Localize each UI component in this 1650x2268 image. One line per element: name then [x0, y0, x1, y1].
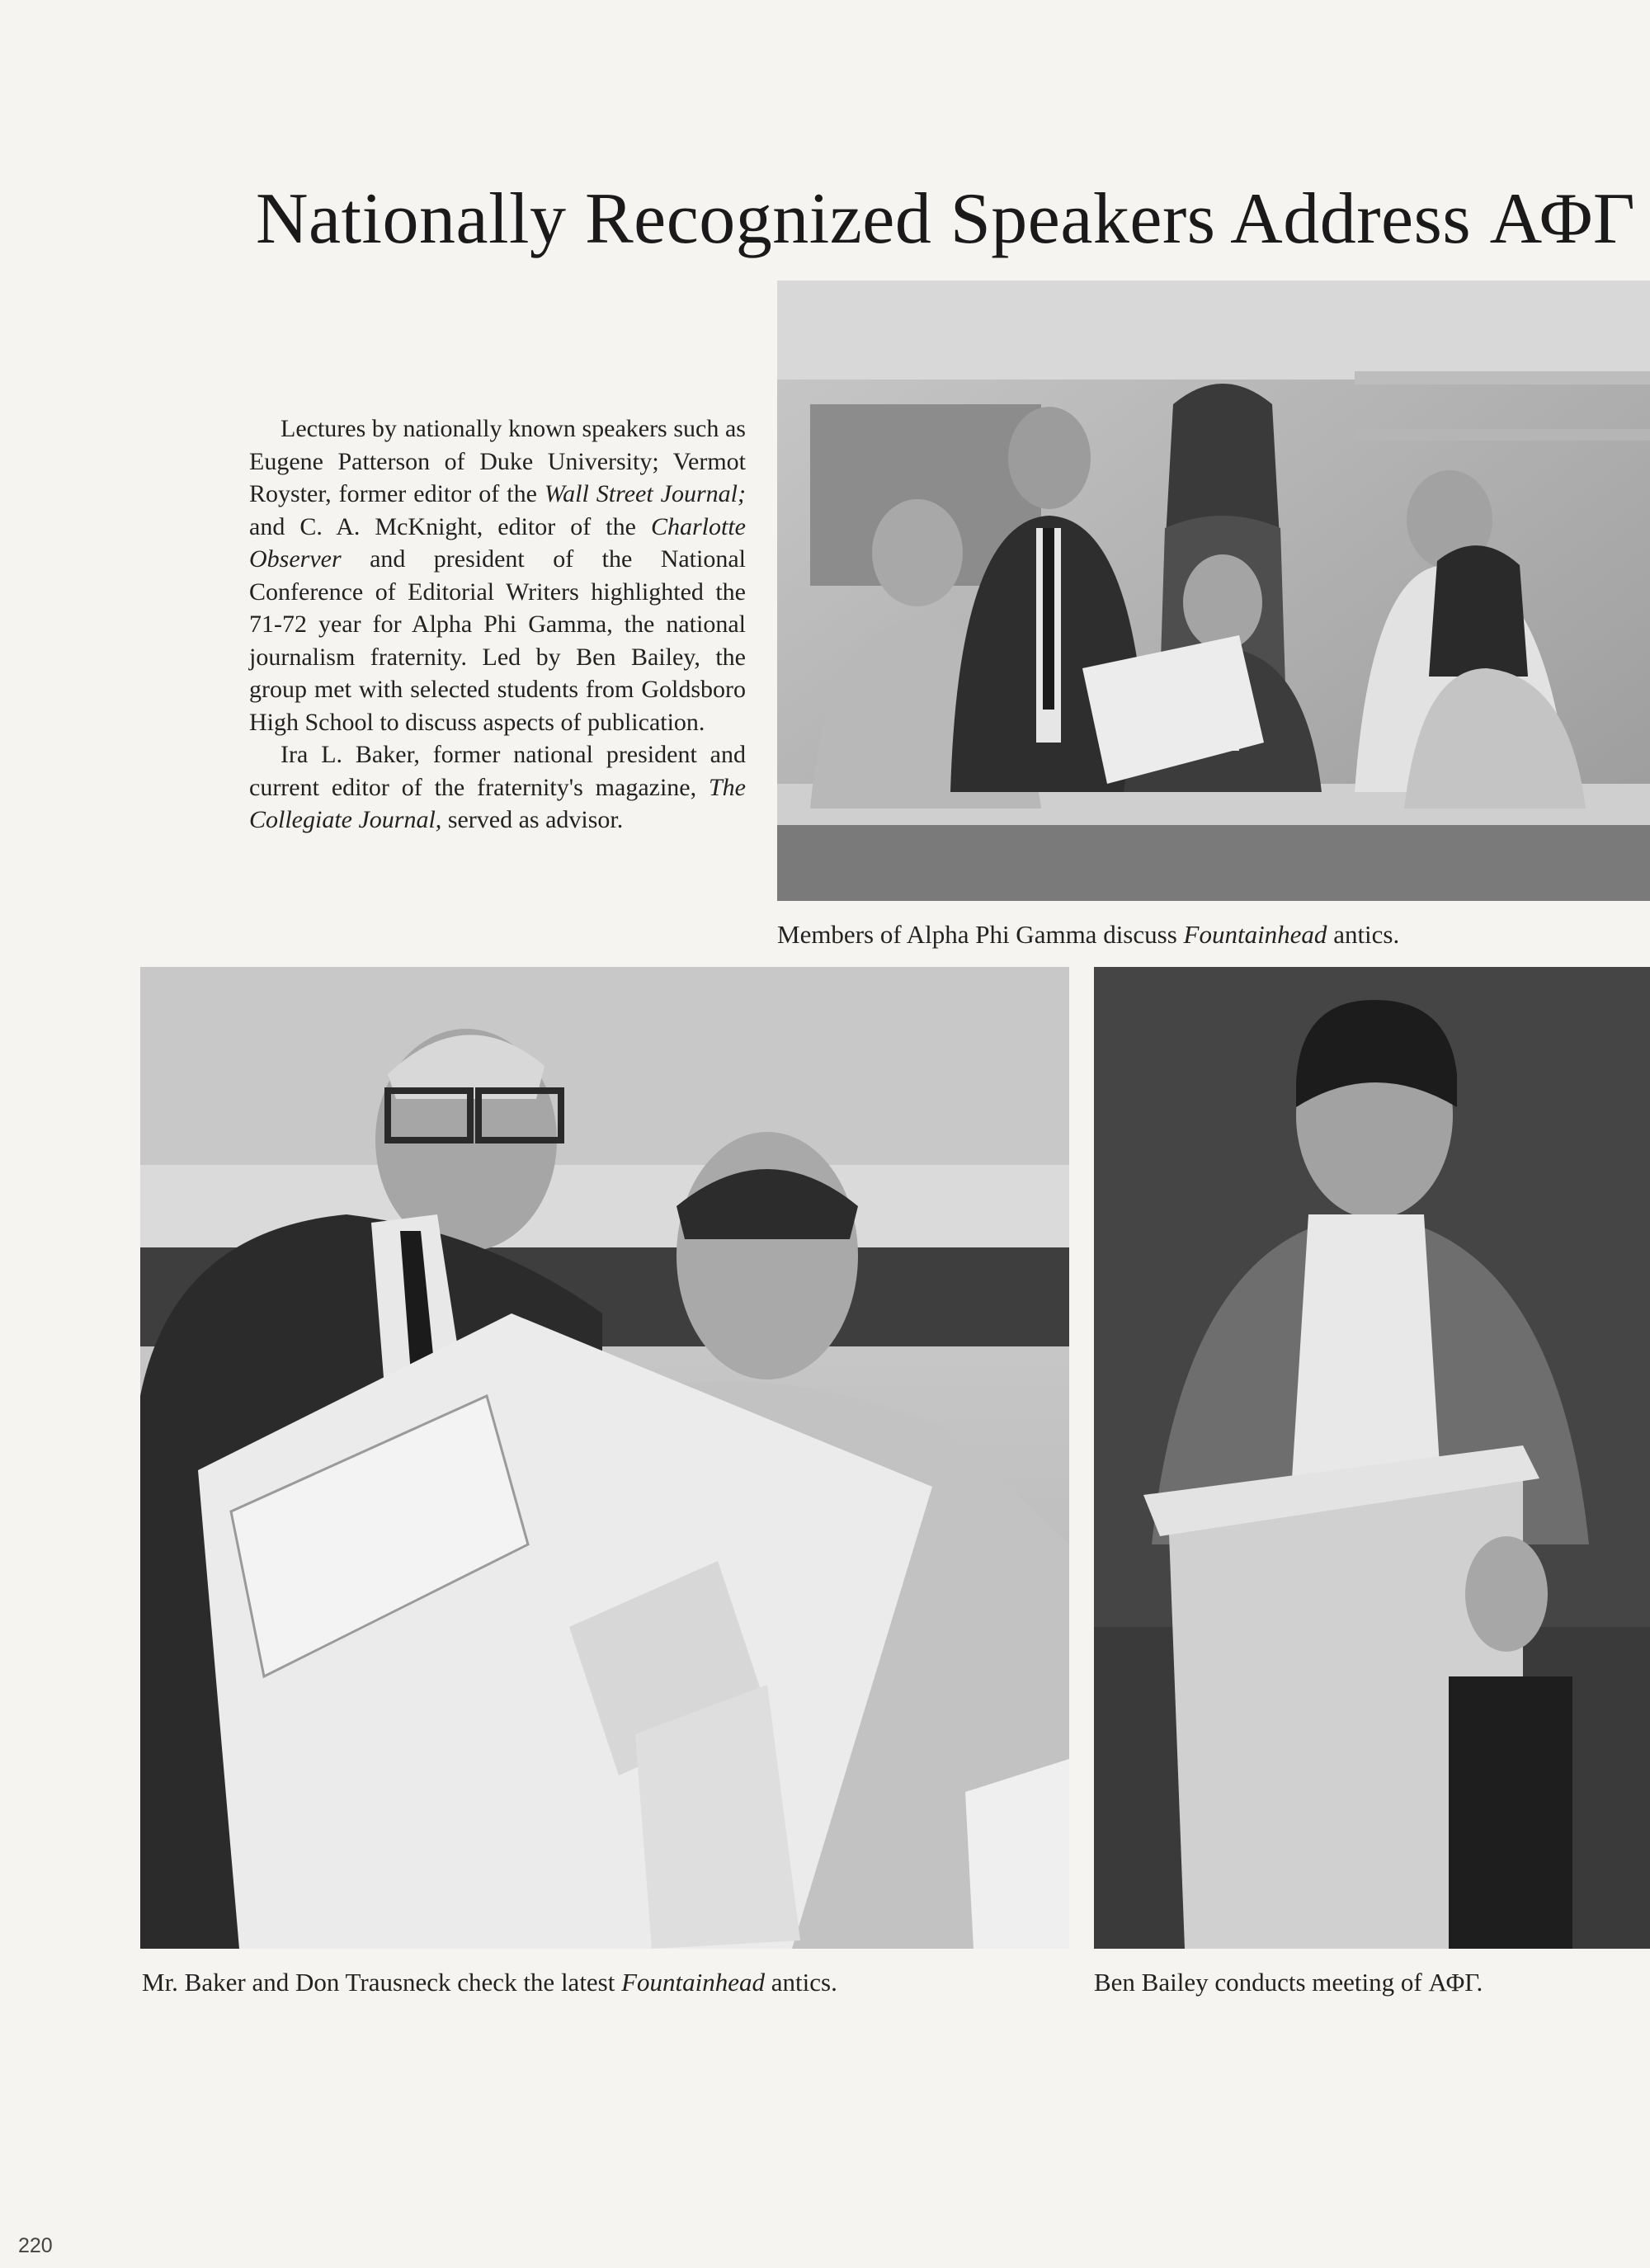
article-paragraph: [249, 738, 746, 837]
page-title: Nationally Recognized Speakers Address ΑΦΓ: [256, 179, 1636, 259]
text-run: served as advisor.: [441, 806, 624, 833]
publication-name: Fountainhead: [621, 1968, 766, 1997]
group-discussion-photo: [777, 281, 1650, 901]
caption-text: Members of Alpha Phi Gamma discuss: [777, 920, 1184, 949]
text-run: Ira L. Baker, former national president and current editor of the fraternity's magazine,: [249, 741, 746, 801]
newspaper-reading-photo: [140, 967, 1069, 1949]
publication-name: The Collegiate Journal,: [249, 773, 746, 833]
caption-text: Mr. Baker and Don Trausneck check the latest: [142, 1968, 622, 1997]
text-run: and president of the National Conference of Editorial Writers highlighted the 71-72 year for Alpha Phi Gamma, the national journalism fraternity. Led by Ben Bailey, the group met with selected students from Goldsboro High School to discuss aspects of publication.: [249, 545, 746, 736]
photo-caption: Ben Bailey conducts meeting of ΑΦΓ.: [1094, 1968, 1483, 1997]
publication-name: Fountainhead: [1183, 920, 1327, 949]
page-number: 220: [18, 2234, 53, 2257]
text-run: and C. A. McKnight, editor of the: [249, 512, 651, 540]
publication-name: Wall Street Journal;: [544, 480, 746, 507]
publication-name: Charlotte Observer: [249, 512, 746, 573]
podium-speaker-photo: [1094, 967, 1650, 1949]
photo-caption: [777, 918, 1399, 951]
article-text: [249, 413, 746, 837]
article-paragraph: [249, 413, 746, 738]
photo-caption: [142, 1966, 837, 1999]
caption-text: antics.: [1327, 920, 1400, 949]
text-run: Lectures by nationally known speakers such as Eugene Patterson of Duke University; Vermot Royster, former editor of the: [249, 415, 746, 507]
caption-text: antics.: [765, 1968, 837, 1997]
